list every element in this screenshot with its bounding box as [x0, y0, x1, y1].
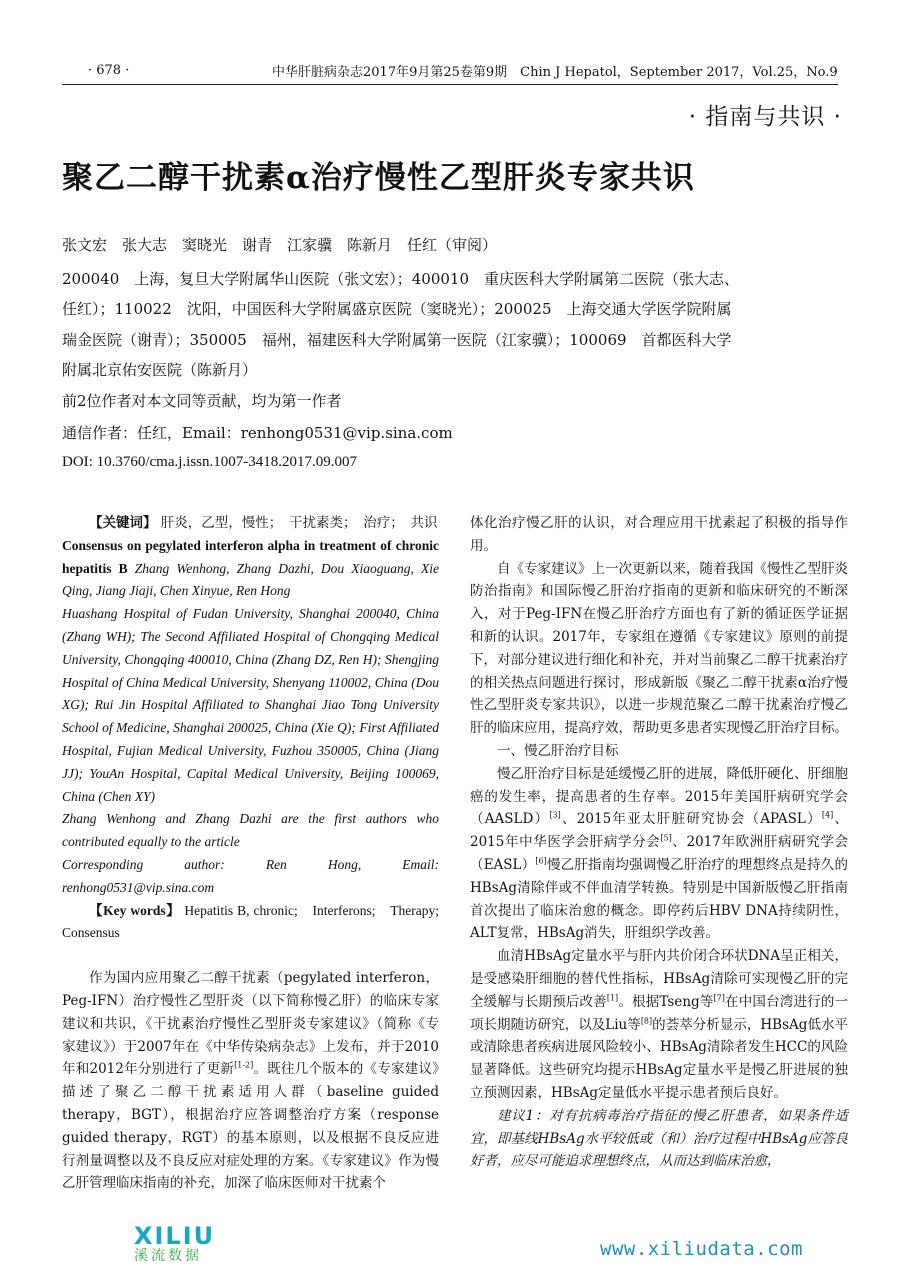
body-text: 、2017年欧洲肝病研究学会（EASL） — [470, 834, 848, 873]
header-rule — [62, 84, 838, 85]
keywords-label: 【关键词】 — [89, 515, 157, 531]
english-authors: Zhang Wenhong, Zhang Dazhi, Dou Xiaoguang, Xie Qing, Jiang Jiaji, Chen Xinyue, Ren Hong — [62, 560, 439, 599]
affiliation-line: 任红）；110022 沈阳，中国医科大学附属盛京医院（窦晓光）；200025 上海交通大学医学院附属 — [62, 300, 732, 318]
english-abstract-header — [62, 535, 439, 603]
keywords-text: 肝炎，乙型，慢性； 干扰素类； 治疗； 共识 — [160, 515, 438, 531]
citation: [1-2] — [234, 1060, 254, 1070]
intro-text: 作为国内应用聚乙二醇干扰素（pegylated interferon，Peg-IFN）治疗慢性乙型肝炎（以下简称慢乙肝）的临床专家建议和共识，《干扰素治疗慢性乙型肝炎专家建议》（简称《专家建议》）于2007年在《中华传染病杂志》上发布，并于2010年和2012年分别进行了更新 — [62, 970, 439, 1078]
equal-contribution-note: 前2位作者对本文同等贡献，均为第一作者 — [62, 392, 342, 410]
watermark-logo-bottom: 溪流数据 — [134, 1248, 202, 1264]
recommendation-1: 建议1：对有抗病毒治疗指征的慢乙肝患者，如果条件适宜，即基线HBsAg水平较低或（和）治疗过程中HBsAg应答良好者，应尽可能追求理想终点，从而达到临床治愈， — [470, 1107, 848, 1170]
body-text: 的荟萃分析显示，HBsAg低水平或清除患者疾病进展风险较小、HBsAg清除者发生HCC的风险显著降低。这些研究均提示HBsAg定量水平是慢乙肝进展的独立预测因素，HBsAg定量低水平提示患者预后良好。 — [470, 1016, 848, 1101]
english-keywords-text: Hepatitis B, chronic; Interferons; Therapy; Consensus — [62, 902, 453, 941]
body-paragraph — [470, 763, 848, 945]
article-title: 聚乙二醇干扰素α治疗慢性乙型肝炎专家共识 — [62, 160, 695, 196]
section-heading: 一、慢乙肝治疗目标 — [497, 742, 619, 759]
affiliation-line: 附属北京佑安医院（陈新月） — [62, 361, 258, 379]
affiliation-line: 200040 上海，复旦大学附属华山医院（张文宏）；400010 重庆医科大学附属第二医院（张大志、 — [62, 270, 740, 288]
english-equal-contribution: Zhang Wenhong and Zhang Dazhi are the first authors who contributed equally to the article — [62, 811, 439, 850]
citation: [6] — [535, 856, 547, 866]
spacer — [62, 945, 439, 967]
body-paragraph: 体化治疗慢乙肝的认识，对合理应用干扰素起了积极的指导作用。 — [470, 515, 848, 554]
journal-header: 中华肝脏病杂志2017年9月第25卷第9期 Chin J Hepatol，September 2017，Vol.25，No.9 — [272, 65, 838, 80]
keywords — [62, 512, 439, 535]
author-list: 张文宏 张大志 窦晓光 谢青 江家骥 陈新月 任红（审阅） — [62, 236, 498, 254]
english-keywords — [62, 900, 453, 946]
body-paragraph: 自《专家建议》上一次更新以来，随着我国《慢性乙型肝炎防治指南》和国际慢乙肝治疗指南的更新和临床研究的不断深入，对于Peg-IFN在慢乙肝治疗方面也有了新的循证医学证据和新的认识。2017年，专家组在遵循《专家建议》原则的前提下，对部分建议进行细化和补充，并对当前聚乙二醇干扰素治疗的相关热点问题进行探讨，形成新版《聚乙二醇干扰素α治疗慢性乙型肝炎专家共识》，以进一步规范聚乙二醇干扰素治疗慢乙肝的临床应用，提高疗效，帮助更多患者实现慢乙肝治疗目标。 — [470, 560, 848, 737]
corresponding-author: 通信作者：任红，Email：renhong0531@vip.sina.com — [62, 424, 453, 442]
body-paragraph — [470, 945, 848, 1105]
citation: [8] — [640, 1016, 653, 1026]
citation: [3] — [549, 810, 561, 820]
intro-text: 。既往几个版本的《专家建议》描述了聚乙二醇干扰素适用人群（baseline guided therapy，BGT），根据治疗应答调整治疗方案（response guided therapy，RGT）的基本原则，以及根据不良反应进行剂量调整以及不良反应对症处理的方案。《专家建议》作为慢乙肝管理临床指南的补充，加深了临床医师对干扰素个 — [62, 1061, 440, 1192]
column-tag: · 指南与共识 · — [688, 104, 842, 130]
intro-paragraph — [62, 967, 439, 1195]
body-text: 。根据Tseng等 — [618, 993, 714, 1010]
citation: [4] — [821, 810, 834, 820]
body-text: 血清HBsAg定量水平与肝内共价闭合环状DNA呈正相关，是受感染肝细胞的替代性指标，HBsAg清除可实现慢乙肝的完全缓解与长期预后改善 — [470, 948, 848, 1010]
english-corresponding-author: Corresponding author: Ren Hong, Email: renhong0531@vip.sina.com — [62, 856, 439, 895]
citation: [7] — [713, 993, 725, 1003]
page-number: · 678 · — [88, 63, 130, 78]
body-text: 、2015年亚太肝脏研究协会（APASL） — [560, 811, 822, 828]
citation: [1] — [606, 993, 619, 1003]
body-text: 慢乙肝指南均强调慢乙肝治疗的理想终点是持久的HBsAg清除伴或不伴血清学转换。特别是中国新版慢乙肝指南首次提出了临床治愈的概念。即停药后HBV DNA持续阴性，ALT复常，HBsAg消失，肝组织学改善。 — [470, 856, 848, 942]
english-title: Consensus on pegylated interferon alpha in treatment of chronic hepatitis B — [62, 537, 439, 576]
citation: [5] — [660, 833, 672, 843]
left-column — [62, 512, 453, 1195]
body-text: 慢乙肝治疗目标是延缓慢乙肝的进展，降低肝硬化、肝细胞癌的发生率，提高患者的生存率。2015年美国肝病研究学会（AASLD） — [470, 765, 848, 828]
affiliation-line: 瑞金医院（谢青）；350005 福州，福建医科大学附属第一医院（江家骥）；100069 首都医科大学 — [62, 331, 732, 349]
body-text: 、2015年中华医学会肝病学分会 — [470, 811, 848, 851]
body-text: 在中国台湾进行的一项长期随访研究，以及Liu等 — [470, 993, 849, 1033]
watermark-logo-top: XILIU — [134, 1222, 216, 1250]
doi: DOI: 10.3760/cma.j.issn.1007-3418.2017.09.007 — [62, 454, 357, 470]
watermark-url: www.xiliudata.com — [600, 1238, 803, 1260]
right-column — [470, 512, 848, 1173]
watermark-logo — [134, 1224, 216, 1264]
english-keywords-label: 【Key words】 — [89, 902, 181, 918]
english-affiliations: Huashang Hospital of Fudan University, Shanghai 200040, China (Zhang WH); The Second Affiliated Hospital of Chongqing Medical University, Chongqing 400010, China (Zhang DZ, Ren H); Shengjing Hospital of China Medical University, Shenyang 110002, China (Dou XG); Rui Jin Hospital Affiliated to Shanghai Jiao Tong University School of Medicine, Shanghai 200025, China (Xie Q); First Affiliated Hospital, Fujian Medical University, Fuzhou 350005, China (Jiang JJ); YouAn Hospital, Capital Medical University, Beijing 100069, China (Chen XY) — [62, 606, 439, 804]
